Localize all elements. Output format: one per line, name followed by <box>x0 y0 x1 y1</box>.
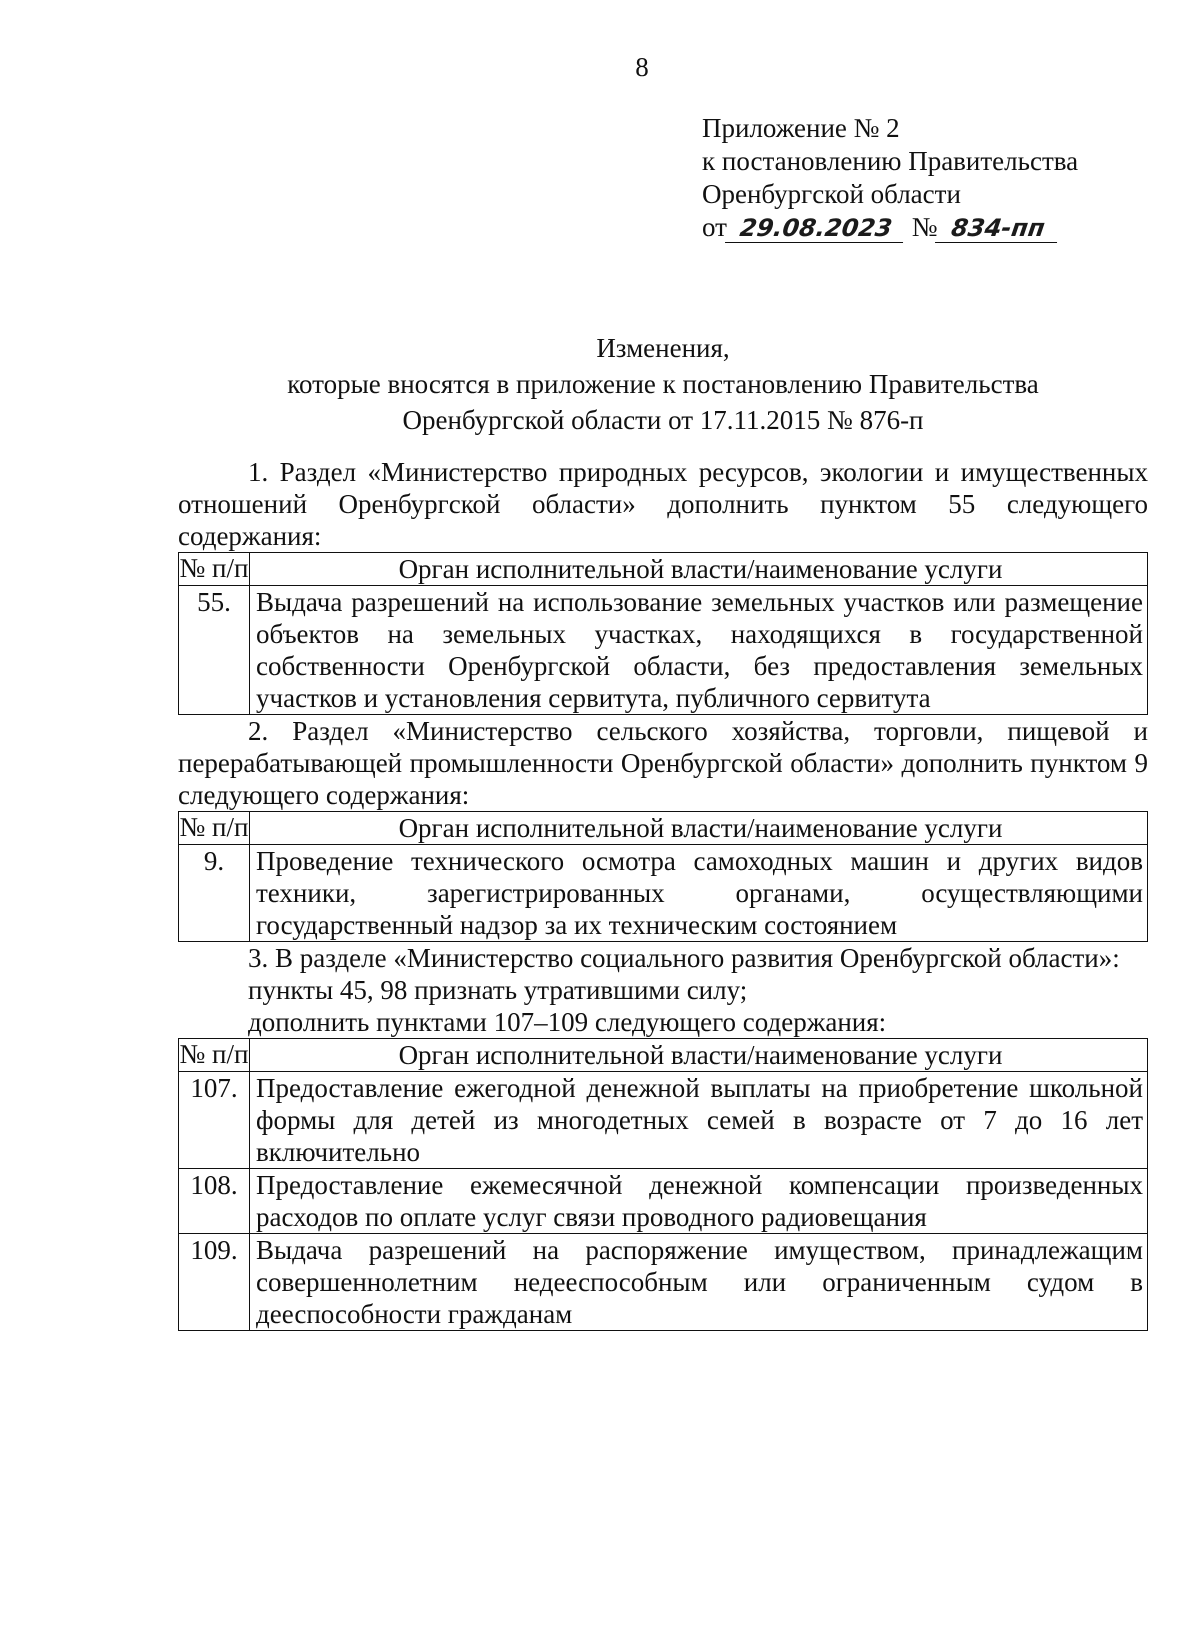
section-1-table <box>178 552 1148 715</box>
handwritten-date: 29.08.2023 <box>725 214 907 243</box>
table-row <box>179 586 1148 715</box>
row-number: 9. <box>179 845 250 942</box>
header-name-cell: Орган исполнительной власти/наименование услуги <box>250 553 1148 586</box>
section-3-add-line: дополнить пунктами 107–109 следующего содержания: <box>248 1007 887 1037</box>
header-number-cell: № п/п <box>179 1039 250 1072</box>
header-name-cell: Орган исполнительной власти/наименование услуги <box>250 812 1148 845</box>
page-number: 8 <box>635 52 649 82</box>
appendix-region: Оренбургской области <box>702 179 961 209</box>
row-number: 107. <box>179 1072 250 1169</box>
row-service-name: Выдача разрешений на использование земельных участков или размещение объектов на земельных участках, находящихся в государственной собственности Оренбургской области, без предоставления земельных участков и установления сервитута, публичного сервитута <box>250 586 1148 715</box>
appendix-signature-line <box>702 211 1078 244</box>
header-number-cell: № п/п <box>179 553 250 586</box>
table-row <box>179 845 1148 942</box>
section-2-table <box>178 811 1148 942</box>
document-heading <box>178 330 1148 438</box>
row-number: 109. <box>179 1234 250 1331</box>
section-3-intro: 3. В разделе «Министерство социального развития Оренбургской области»: <box>248 943 1120 973</box>
header-name-cell: Орган исполнительной власти/наименование услуги <box>250 1039 1148 1072</box>
section-3-table <box>178 1038 1148 1331</box>
heading-title: Изменения, <box>596 333 730 363</box>
table-row <box>179 1234 1148 1331</box>
table-header-row <box>179 812 1148 845</box>
document-body <box>178 456 1148 1331</box>
section-2-intro: 2. Раздел «Министерство сельского хозяйства, торговли, пищевой и перерабатывающей промышленности Оренбургской области» дополнить пунктом 9 следующего содержания: <box>178 716 1148 810</box>
heading-subtitle-2: Оренбургской области от 17.11.2015 № 876-п <box>402 405 924 435</box>
heading-subtitle: которые вносятся в приложение к постановлению Правительства <box>287 369 1039 399</box>
from-label: от <box>702 212 727 242</box>
table-row <box>179 1072 1148 1169</box>
row-service-name: Проведение технического осмотра самоходных машин и других видов техники, зарегистрированных органами, осуществляющими государственный надзор за их техническим состоянием <box>250 845 1148 942</box>
appendix-block <box>702 112 1078 244</box>
number-label: № <box>911 212 938 242</box>
header-number-cell: № п/п <box>179 812 250 845</box>
table-row <box>179 1169 1148 1234</box>
row-number: 108. <box>179 1169 250 1234</box>
appendix-reference: к постановлению Правительства <box>702 146 1079 176</box>
table-header-row <box>179 553 1148 586</box>
section-3-repeal-line: пункты 45, 98 признать утратившими силу; <box>248 975 748 1005</box>
handwritten-number: 834-пп <box>935 214 1061 243</box>
section-1-intro: 1. Раздел «Министерство природных ресурсов, экологии и имущественных отношений Оренбургской области» дополнить пунктом 55 следующего содержания: <box>178 457 1148 551</box>
row-service-name: Предоставление ежемесячной денежной компенсации произведенных расходов по оплате услуг связи проводного радиовещания <box>250 1169 1148 1234</box>
row-service-name: Выдача разрешений на распоряжение имуществом, принадлежащим совершеннолетним недееспособным или ограниченным судом в дееспособности гражданам <box>250 1234 1148 1331</box>
table-header-row <box>179 1039 1148 1072</box>
row-service-name: Предоставление ежегодной денежной выплаты на приобретение школьной формы для детей из многодетных семей в возрасте от 7 до 16 лет включительно <box>250 1072 1148 1169</box>
appendix-title: Приложение № 2 <box>702 113 900 143</box>
row-number: 55. <box>179 586 250 715</box>
